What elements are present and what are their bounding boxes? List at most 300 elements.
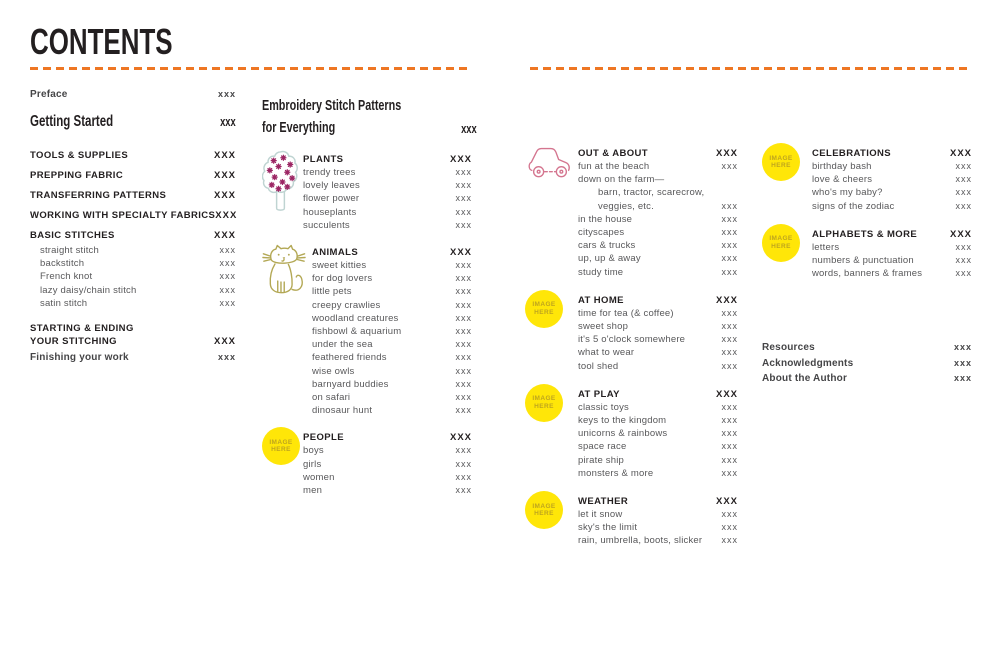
toc-entry-row — [303, 471, 472, 484]
entry-label: woodland creatures — [312, 312, 399, 324]
toc-section — [525, 294, 738, 373]
entry-label: BASIC STITCHES — [30, 230, 115, 241]
toc-entry-row — [578, 186, 738, 199]
entry-label: YOUR STITCHING — [30, 336, 117, 348]
section-title-row — [312, 246, 472, 259]
sub-entries — [303, 166, 472, 232]
placeholder-text-line: HERE — [534, 510, 554, 518]
page-number: xxx — [955, 268, 972, 279]
page-number: xxx — [721, 401, 738, 412]
entry-label: TRANSFERRING PATTERNS — [30, 190, 167, 201]
toc-entry-row — [578, 307, 738, 320]
toc-entry-row — [303, 219, 472, 232]
entry-label: Preface — [30, 89, 68, 100]
icon-cell — [762, 228, 812, 281]
page-number: xxx — [953, 357, 972, 368]
image-placeholder — [762, 143, 800, 181]
entry-label: birthday bash — [812, 161, 872, 172]
sub-entries — [312, 259, 472, 417]
pattern-section-list — [262, 153, 472, 497]
section-title-row — [578, 294, 738, 307]
toc-entry-row — [30, 244, 236, 257]
section-entries — [578, 388, 738, 480]
section-title-row — [30, 322, 236, 335]
page-number: XXX — [213, 230, 236, 241]
page-number: xxx — [455, 378, 472, 389]
section-entries — [30, 189, 236, 202]
page-number: xxx — [953, 342, 972, 353]
section-entries — [303, 431, 472, 497]
toc-section — [525, 495, 738, 548]
entry-label: About the Author — [762, 373, 848, 385]
entry-label: wise owls — [312, 365, 355, 377]
entry-label: WEATHER — [578, 496, 629, 508]
toc-entry-row — [578, 226, 738, 239]
entry-label: AT PLAY — [578, 388, 620, 400]
toc-entry-row — [312, 285, 472, 298]
getting-started-row — [30, 111, 236, 133]
section-title-row — [578, 495, 738, 508]
entry-label: barnyard buddies — [312, 378, 389, 390]
entry-label: CELEBRATIONS — [812, 148, 892, 159]
image-placeholder — [525, 384, 563, 422]
page-number: xxx — [721, 200, 738, 211]
page-number: xxx — [721, 360, 738, 371]
entry-label: Finishing your work — [30, 352, 129, 364]
page-title — [30, 21, 228, 62]
heading-line-2: for Everything — [262, 119, 336, 136]
page-number: XXX — [449, 432, 472, 444]
entry-label: up, up & away — [578, 253, 641, 265]
page-number: xxx — [219, 271, 236, 282]
entry-label: what to wear — [578, 347, 635, 359]
back-matter-row — [762, 356, 972, 372]
entry-label: trendy trees — [303, 167, 356, 178]
toc-section — [525, 388, 738, 480]
toc-section — [30, 229, 236, 310]
entry-label: tool shed — [578, 360, 619, 372]
toc-entry-row — [312, 312, 472, 325]
placeholder-text-line: HERE — [771, 162, 791, 169]
page-number: xxx — [455, 392, 472, 403]
page-number: xxx — [455, 180, 472, 191]
toc-entry-row — [578, 213, 738, 226]
entry-label: cars & trucks — [578, 240, 636, 252]
entry-label: AT HOME — [578, 294, 624, 306]
entry-label: unicorns & rainbows — [578, 428, 668, 440]
page-number: xxx — [455, 219, 472, 230]
toc-entry-row — [578, 320, 738, 333]
entry-label: rain, umbrella, boots, slicker — [578, 535, 703, 547]
toc-entry-row — [812, 241, 972, 254]
page-number: xxx — [721, 441, 738, 452]
toc-entry-row — [30, 297, 236, 310]
page-number: xxx — [455, 458, 472, 469]
page-number: xxx — [455, 312, 472, 323]
entry-label: who's my baby? — [812, 187, 883, 199]
toc-entry-row — [312, 272, 472, 285]
sub-entries — [578, 508, 738, 548]
page-number: xxx — [721, 522, 738, 533]
orange-dashed-rule-right — [530, 67, 972, 70]
page-number: xxx — [455, 352, 472, 363]
page-number: xxx — [721, 266, 738, 277]
image-placeholder — [525, 290, 563, 328]
entry-label: STARTING & ENDING — [30, 323, 134, 335]
entry-label: Getting Started — [30, 113, 114, 130]
entry-label: feathered friends — [312, 352, 387, 364]
sub-entries — [578, 160, 738, 279]
toc-entry-row — [578, 252, 738, 265]
entry-label: fun at the beach — [578, 161, 650, 172]
page-number: xxx — [721, 253, 738, 264]
toc-section — [30, 149, 236, 162]
page-number: xxx — [721, 227, 738, 238]
placeholder-text-line: IMAGE — [269, 438, 293, 446]
page-number: xxx — [461, 121, 478, 136]
section-entries — [812, 228, 972, 281]
entry-label: let it snow — [578, 509, 623, 521]
section-title-row — [30, 229, 236, 242]
image-placeholder — [262, 427, 300, 465]
page-number: XXX — [949, 228, 972, 240]
toc-section — [762, 147, 972, 213]
page-number: xxx — [455, 260, 472, 271]
section-title-row — [303, 431, 472, 444]
placeholder-text-line: IMAGE — [532, 301, 556, 309]
page-number: xxx — [455, 485, 472, 496]
page-number: xxx — [455, 299, 472, 310]
toc-entry-row — [312, 338, 472, 351]
heading-line-1: Embroidery Stitch Patterns — [262, 97, 402, 114]
entry-label: Resources — [762, 342, 815, 354]
toc-section — [262, 246, 472, 417]
toc-entry-row — [578, 173, 738, 186]
entry-label: ANIMALS — [312, 247, 359, 259]
toc-entry-row — [578, 200, 738, 213]
placeholder-text-line: HERE — [534, 402, 554, 410]
pattern-section-list — [762, 147, 972, 280]
section-title-row — [578, 388, 738, 401]
entry-label: veggies, etc. — [598, 200, 654, 212]
toc-entry-row — [303, 444, 472, 457]
entry-label: Acknowledgments — [762, 357, 854, 369]
back-matter-list — [762, 340, 972, 387]
back-matter-row — [762, 371, 972, 387]
sub-entries — [30, 244, 236, 310]
page-number: xxx — [955, 241, 972, 252]
toc-entry-row — [312, 391, 472, 404]
toc-entry-row — [578, 346, 738, 359]
page-number: xxx — [721, 415, 738, 426]
toc-entry-row — [578, 360, 738, 373]
page-number: xxx — [721, 321, 738, 332]
page-number: xxx — [721, 240, 738, 251]
page-number: XXX — [213, 170, 236, 181]
orange-dashed-rule-left — [30, 67, 470, 70]
sub-entries — [812, 160, 972, 213]
toc-entry-row — [578, 333, 738, 346]
page-number: XXX — [715, 388, 738, 400]
entry-label: signs of the zodiac — [812, 200, 895, 212]
toc-section — [262, 431, 472, 497]
page-number: xxx — [455, 471, 472, 482]
entry-label: PLANTS — [303, 154, 344, 165]
page-number: XXX — [949, 148, 972, 159]
page-number: xxx — [721, 213, 738, 224]
page-number: XXX — [213, 190, 236, 201]
toc-entry-row — [303, 192, 472, 205]
toc-entry-row — [312, 351, 472, 364]
sub-entries — [812, 241, 972, 281]
page-number: xxx — [455, 206, 472, 217]
page-number: XXX — [449, 247, 472, 259]
placeholder-text-line: IMAGE — [769, 235, 793, 243]
entry-label: sweet kitties — [312, 260, 367, 272]
section-title-row — [30, 149, 236, 162]
page-number: XXX — [213, 150, 236, 161]
tree-doodle-icon — [262, 153, 303, 232]
patterns-column-1 — [262, 95, 478, 497]
toc-entry-row — [578, 534, 738, 547]
pattern-section-list — [525, 147, 738, 548]
sub-entries — [303, 444, 472, 497]
section-entries — [30, 209, 236, 222]
entry-label: in the house — [578, 213, 633, 225]
entry-label: for dog lovers — [312, 273, 373, 285]
toc-entry-row — [578, 160, 738, 173]
section-entries — [30, 322, 236, 348]
toc-entry-row — [312, 365, 472, 378]
toc-entry-row — [30, 257, 236, 270]
entry-label: lovely leaves — [303, 180, 360, 192]
placeholder-text-line: IMAGE — [769, 154, 793, 162]
entry-label: letters — [812, 241, 840, 253]
toc-entry-row — [578, 508, 738, 521]
toc-entry-row — [312, 299, 472, 312]
patterns-heading — [262, 95, 478, 139]
toc-entry-row — [578, 454, 738, 467]
image-placeholder — [762, 224, 800, 262]
toc-entry-row — [578, 239, 738, 252]
placeholder-text-line: IMAGE — [532, 395, 556, 403]
entry-label: ALPHABETS & MORE — [812, 228, 918, 240]
page-number: xxx — [721, 428, 738, 439]
entry-label: houseplants — [303, 206, 357, 218]
page-number: XXX — [449, 154, 472, 165]
page-number: xxx — [955, 187, 972, 198]
entry-label: creepy crawlies — [312, 299, 381, 311]
page-number: xxx — [721, 454, 738, 465]
toc-entry-row — [812, 173, 972, 186]
page-number: xxx — [219, 245, 236, 255]
section-entries — [30, 229, 236, 310]
patterns-column-2 — [525, 145, 738, 548]
finishing-row — [30, 351, 236, 364]
sub-entries — [578, 307, 738, 373]
page-number: xxx — [220, 114, 236, 129]
entry-label: words, banners & frames — [812, 268, 923, 280]
page-number: xxx — [721, 334, 738, 345]
section-title-row — [812, 147, 972, 160]
page-number: xxx — [721, 535, 738, 546]
toc-entry-row — [812, 160, 972, 173]
placeholder-text-line: HERE — [771, 242, 791, 250]
page-number: xxx — [721, 161, 738, 171]
toc-entry-row — [578, 414, 738, 427]
page-number: xxx — [219, 258, 236, 269]
page-number: xxx — [455, 365, 472, 376]
entry-label: women — [303, 471, 335, 483]
page-number: xxx — [455, 326, 472, 337]
page-number: xxx — [217, 89, 236, 99]
toc-entry-row — [312, 259, 472, 272]
page-number: xxx — [955, 200, 972, 211]
toc-entry-row — [303, 166, 472, 179]
page-number: xxx — [455, 286, 472, 297]
icon-cell — [262, 431, 303, 497]
entry-label: it's 5 o'clock somewhere — [578, 334, 686, 346]
toc-entry-row — [812, 186, 972, 199]
entry-label: OUT & ABOUT — [578, 148, 649, 159]
toc-entry-row — [578, 521, 738, 534]
entry-label: cityscapes — [578, 227, 625, 239]
sub-entries — [578, 401, 738, 480]
page-number: xxx — [217, 352, 236, 363]
toc-entry-row — [312, 325, 472, 338]
page-number: XXX — [215, 210, 238, 221]
entry-label: study time — [578, 266, 624, 278]
entry-label: numbers & punctuation — [812, 255, 914, 267]
toc-entry-row — [303, 484, 472, 497]
page-number: xxx — [721, 347, 738, 358]
entry-label: lazy daisy/chain stitch — [40, 284, 137, 296]
entry-label: straight stitch — [40, 245, 99, 256]
entry-label: time for tea (& coffee) — [578, 307, 674, 319]
icon-cell — [525, 495, 578, 548]
page-number: xxx — [721, 307, 738, 318]
toc-entry-row — [578, 467, 738, 480]
toc-entry-row — [312, 404, 472, 417]
section-title-row — [578, 147, 738, 160]
entry-label: PREPPING FABRIC — [30, 170, 124, 181]
entry-label: classic toys — [578, 401, 629, 413]
entry-label: TOOLS & SUPPLIES — [30, 150, 129, 161]
entry-label: satin stitch — [40, 297, 88, 309]
page-number: xxx — [219, 284, 236, 295]
section-entries — [578, 147, 738, 279]
entry-label: PEOPLE — [303, 432, 344, 444]
entry-label: monsters & more — [578, 467, 654, 479]
page-number: xxx — [953, 373, 972, 384]
entry-label: sky's the limit — [578, 522, 638, 534]
toc-entry-row — [303, 179, 472, 192]
page-number: xxx — [721, 467, 738, 478]
section-entries — [812, 147, 972, 213]
toc-section — [30, 189, 236, 202]
page-number: xxx — [455, 193, 472, 204]
entry-label: love & cheers — [812, 174, 873, 186]
page-number: xxx — [455, 339, 472, 350]
entry-label: succulents — [303, 219, 350, 231]
entry-label: keys to the kingdom — [578, 415, 667, 427]
entry-label: down on the farm— — [578, 174, 665, 186]
image-placeholder — [525, 491, 563, 529]
toc-entry-row — [578, 266, 738, 279]
placeholder-text-line: HERE — [534, 308, 554, 316]
icon-cell — [762, 147, 812, 213]
entry-label: backstitch — [40, 258, 85, 270]
page-number: xxx — [955, 255, 972, 266]
section-entries — [578, 495, 738, 548]
entry-label: space race — [578, 441, 627, 453]
entry-label: men — [303, 485, 323, 497]
section-entries — [303, 153, 472, 232]
cat-doodle-icon — [262, 246, 312, 417]
entry-label: French knot — [40, 271, 93, 283]
front-matter-column — [30, 88, 236, 364]
entry-label: sweet shop — [578, 321, 629, 333]
placeholder-text-line: HERE — [271, 446, 291, 454]
section-entries — [312, 246, 472, 417]
section-entries — [578, 294, 738, 373]
placeholder-text-line: IMAGE — [532, 502, 556, 510]
entry-label: on safari — [312, 392, 351, 404]
toc-section — [762, 228, 972, 281]
page-number: XXX — [715, 294, 738, 306]
page-number: xxx — [455, 167, 472, 177]
preface-row — [30, 88, 236, 101]
car-doodle-icon — [525, 147, 578, 279]
page-number: xxx — [455, 405, 472, 416]
basics-section-list — [30, 149, 236, 348]
entry-label: barn, tractor, scarecrow, — [598, 187, 705, 199]
toc-entry-row — [812, 254, 972, 267]
toc-entry-row — [30, 284, 236, 297]
section-title-row — [303, 153, 472, 166]
entry-label: fishbowl & aquarium — [312, 326, 402, 338]
section-title-row — [30, 209, 236, 222]
toc-entry-row — [812, 200, 972, 213]
toc-entry-row — [30, 270, 236, 283]
patterns-column-3 — [762, 145, 972, 387]
toc-entry-row — [303, 206, 472, 219]
entry-label: boys — [303, 445, 324, 457]
entry-label: little pets — [312, 286, 352, 298]
entry-label: pirate ship — [578, 454, 625, 466]
icon-cell — [525, 294, 578, 373]
contents-title-text: CONTENTS — [30, 21, 173, 62]
toc-section — [30, 209, 236, 222]
page-number: xxx — [721, 509, 738, 520]
toc-entry-row — [312, 378, 472, 391]
toc-entry-row — [303, 458, 472, 471]
entry-label: girls — [303, 458, 322, 470]
section-title-row — [30, 189, 236, 202]
toc-entry-row — [578, 440, 738, 453]
section-title-row — [30, 169, 236, 182]
toc-section — [30, 169, 236, 182]
page-number: XXX — [213, 336, 236, 348]
toc-section — [262, 153, 472, 232]
page-number: xxx — [955, 174, 972, 185]
page-number: xxx — [955, 161, 972, 171]
toc-entry-row — [812, 267, 972, 280]
icon-cell — [525, 388, 578, 480]
page-number: xxx — [219, 297, 236, 308]
section-title-row — [30, 335, 236, 348]
page-number: xxx — [455, 445, 472, 456]
